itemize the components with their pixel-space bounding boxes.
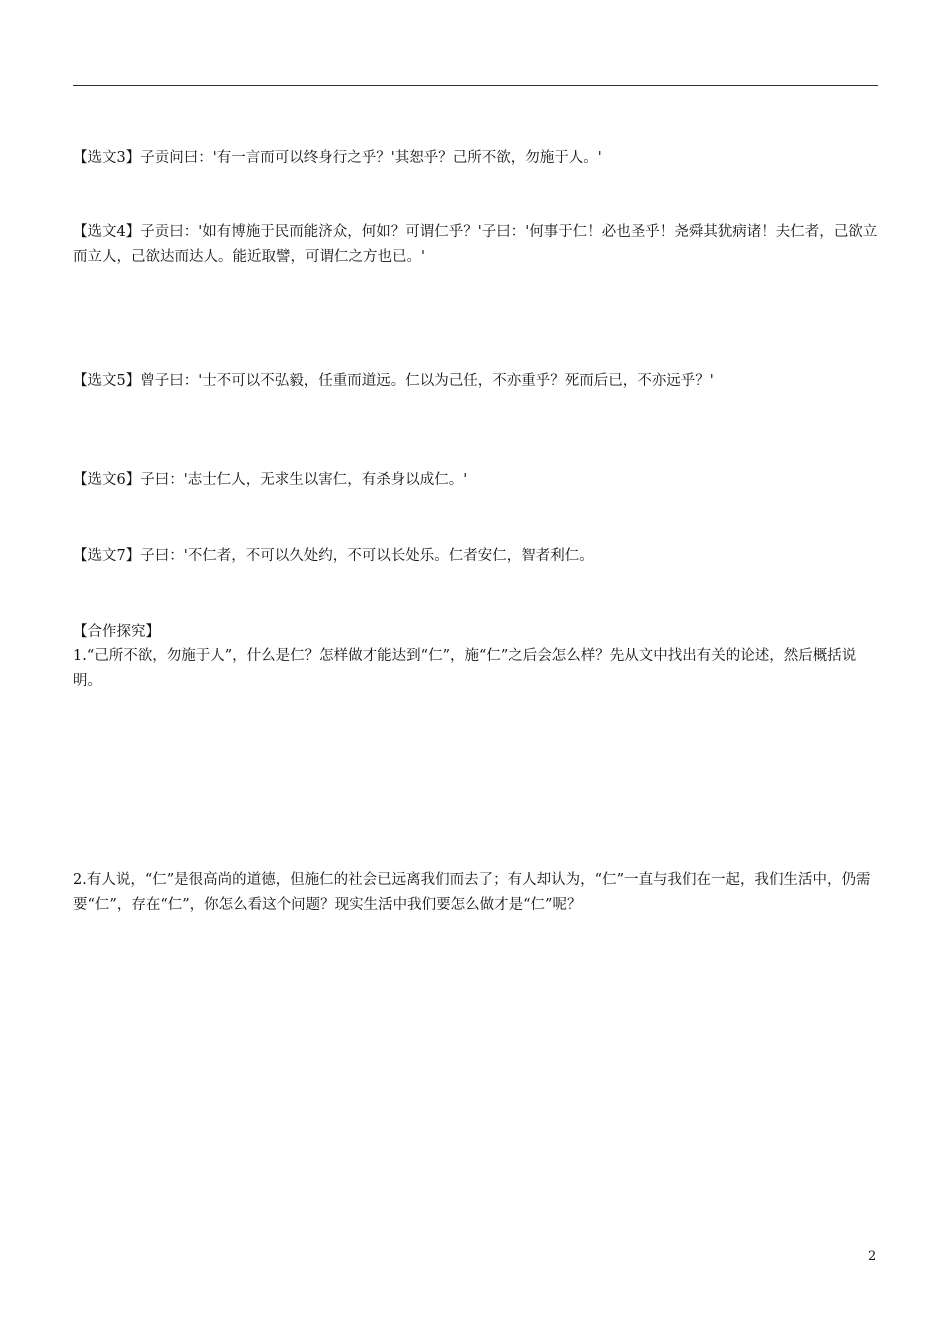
exploration-heading: 【合作探究】 bbox=[73, 624, 160, 640]
passage-3 bbox=[73, 146, 878, 171]
passage-text: 子贡问曰：'有一言而可以终身行之乎？'其恕乎？己所不欲，勿施于人。' bbox=[140, 150, 602, 166]
passage-label: 【选文4】 bbox=[73, 224, 141, 240]
passage-6 bbox=[73, 468, 878, 493]
passage-label: 【选文5】 bbox=[73, 373, 141, 389]
passage-label: 【选文6】 bbox=[73, 472, 141, 488]
passage-4 bbox=[73, 220, 878, 270]
passage-5 bbox=[73, 369, 878, 394]
passage-text: 子曰：'不仁者，不可以久处约，不可以长处乐。仁者安仁，智者利仁。 bbox=[140, 548, 594, 564]
passage-label: 【选文7】 bbox=[73, 548, 141, 564]
passage-text: 子曰：'志士仁人，无求生以害仁，有杀身以成仁。' bbox=[140, 472, 468, 488]
passage-text: 曾子曰：'士不可以不弘毅，任重而道远。仁以为己任，不亦重乎？死而后已，不亦远乎？' bbox=[140, 373, 714, 389]
passage-text: 子贡曰：'如有博施于民而能济众，何如？可谓仁乎？'子曰：'何事于仁！必也圣乎！尧舜其犹病诸！夫仁者，己欲立而立人，己欲达而达人。能近取譬，可谓仁之方也已。' bbox=[73, 224, 878, 265]
passage-7 bbox=[73, 544, 878, 569]
header-rule bbox=[73, 85, 878, 86]
page-number: 2 bbox=[868, 1249, 877, 1264]
question-2: 2.有人说，“仁”是很高尚的道德，但施仁的社会已远离我们而去了；有人却认为，“仁”一直与我们在一起，我们生活中，仍需要“仁”，存在“仁”，你怎么看这个问题？现实生活中我们要怎么做才是“仁”呢？ bbox=[73, 872, 871, 913]
passage-label: 【选文3】 bbox=[73, 150, 141, 166]
question-1: 1.“己所不欲，勿施于人”，什么是仁？怎样做才能达到“仁”，施“仁”之后会怎么样？先从文中找出有关的论述，然后概括说明。 bbox=[73, 648, 857, 689]
